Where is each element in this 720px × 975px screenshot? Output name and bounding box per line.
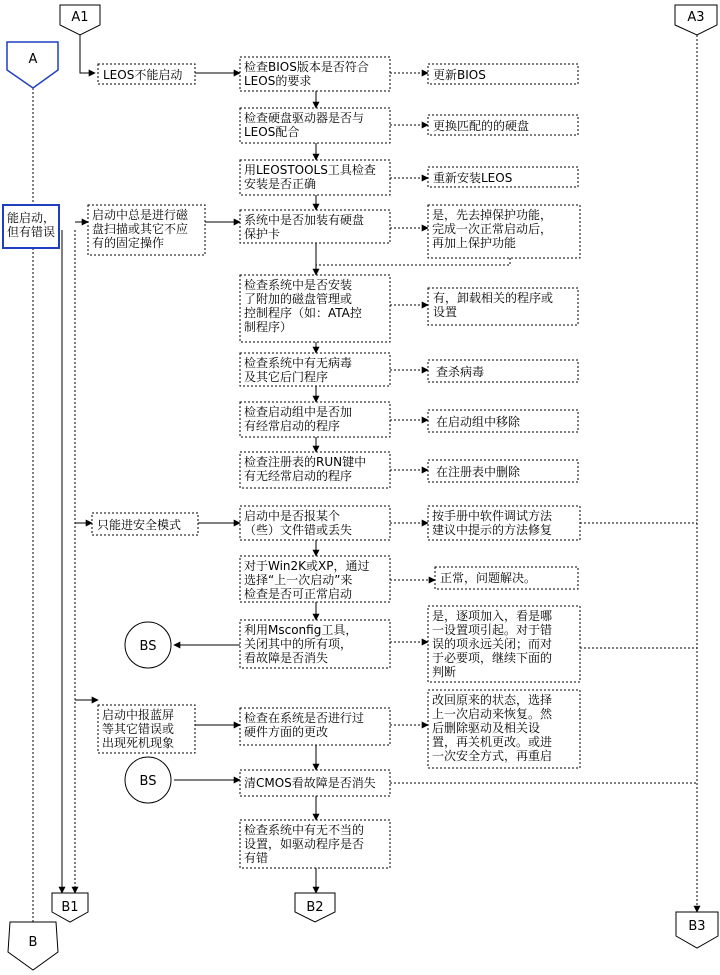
text-line: 能启动， bbox=[7, 211, 56, 225]
text-line: 控制程序（如：ATA控 bbox=[244, 306, 362, 320]
box-remove-from-registry bbox=[428, 460, 578, 482]
text-line: 检查BIOS版本是否符合 bbox=[244, 60, 369, 74]
box-safe-mode-only bbox=[92, 513, 198, 535]
connector-bs-upper bbox=[125, 622, 171, 668]
connector-b3-label: B3 bbox=[688, 919, 706, 934]
box-reinstall-leos-text bbox=[433, 170, 512, 185]
text-line: 更新BIOS bbox=[433, 68, 486, 82]
box-last-known-good-text bbox=[244, 558, 370, 601]
text-line: 对于Win2K或XP，通过 bbox=[244, 559, 370, 573]
text-line: 看故障是否消失 bbox=[244, 651, 329, 665]
text-line: LEOS不能启动 bbox=[103, 68, 183, 82]
box-disk-scan-on-start bbox=[88, 205, 205, 255]
box-check-hdd-driver bbox=[240, 108, 390, 143]
text-line: 了附加的磁盘管理或 bbox=[244, 292, 353, 306]
text-line: 判断 bbox=[432, 665, 457, 679]
text-line: 检查系统中有无不当的 bbox=[244, 823, 365, 837]
box-leos-cannot-start-text bbox=[103, 67, 182, 82]
box-blue-screen bbox=[98, 705, 195, 753]
text-line: 完成一次正常启动后， bbox=[432, 222, 553, 236]
text-line: 启动中报蓝屏 bbox=[102, 708, 175, 722]
connector-b2 bbox=[295, 893, 335, 922]
text-line: 是，先去掉保护功能， bbox=[432, 208, 553, 222]
text-line: 检查启动组中是否加 bbox=[244, 405, 353, 419]
connector-bs-lower-label: BS bbox=[139, 774, 157, 789]
box-problem-solved bbox=[435, 567, 578, 589]
box-clear-cmos-text bbox=[244, 775, 376, 790]
box-starts-with-errors-text bbox=[7, 210, 55, 239]
box-safe-mode-only-text bbox=[97, 517, 181, 532]
text-line: 检查系统中是否安装 bbox=[244, 278, 353, 292]
text-line: 于必要项，继续下面的 bbox=[432, 651, 553, 665]
text-line: 一设置项引起。对于错 bbox=[432, 623, 553, 637]
text-line: 建议中提示的方法修复 bbox=[432, 523, 553, 537]
box-disk-management bbox=[240, 275, 390, 342]
text-line: 出现死机现象 bbox=[102, 736, 175, 750]
box-kill-virus bbox=[428, 360, 578, 382]
text-line: 关闭其中的所有项， bbox=[244, 637, 353, 651]
connector-bs-upper-label: BS bbox=[139, 639, 157, 654]
box-update-bios-text bbox=[433, 68, 486, 82]
text-line: 硬件方面的更改 bbox=[244, 725, 329, 739]
box-kill-virus-text bbox=[436, 364, 484, 379]
text-line: 是，逐项加入，看是哪 bbox=[432, 609, 553, 623]
box-remove-from-startup-text bbox=[436, 414, 521, 429]
box-remove-from-registry-text bbox=[436, 464, 521, 479]
text-line: LEOS的要求 bbox=[244, 74, 312, 88]
text-line: 查杀病毒 bbox=[436, 365, 485, 379]
text-line: 设置 bbox=[433, 305, 458, 319]
text-line: 正常，问题解决。 bbox=[440, 571, 537, 585]
connector-a1 bbox=[60, 5, 100, 35]
box-leostools-check bbox=[240, 160, 390, 195]
text-line: 等其它错误或 bbox=[102, 722, 175, 736]
box-file-missing-text bbox=[244, 508, 352, 537]
text-line: 按手册中软件调试方法 bbox=[432, 509, 553, 523]
text-line: 上一次启动来恢复。然 bbox=[432, 707, 553, 721]
text-line: 在注册表中删除 bbox=[436, 465, 521, 479]
connector-a-label: A bbox=[28, 52, 38, 67]
box-msconfig bbox=[240, 620, 390, 668]
box-startup-group-text bbox=[244, 404, 352, 433]
box-replace-hdd-text bbox=[433, 118, 529, 133]
text-line: 制程序） bbox=[244, 320, 293, 334]
text-line: 系统中是否加装有硬盘 bbox=[244, 213, 365, 227]
text-line: 用LEOSTOOLS工具检查 bbox=[244, 163, 376, 177]
text-line: 有无经常启动的程序 bbox=[244, 469, 353, 483]
box-update-bios bbox=[428, 64, 578, 84]
text-line: 后删除驱动及相关设 bbox=[432, 721, 541, 735]
text-line: 检查是否可正常启动 bbox=[244, 587, 353, 601]
text-line: 置，再关机更改。或进 bbox=[432, 735, 553, 749]
text-line: 选择“上一次启动”来 bbox=[244, 573, 353, 587]
text-line: 但有错误 bbox=[7, 225, 56, 239]
box-remove-protection bbox=[428, 205, 580, 258]
box-remove-from-startup bbox=[428, 410, 578, 432]
box-manual-fix bbox=[428, 506, 580, 540]
box-improper-settings bbox=[240, 820, 390, 868]
text-line: 清CMOS看故障是否消失 bbox=[244, 776, 376, 790]
box-starts-with-errors bbox=[3, 205, 59, 248]
text-line: 有错 bbox=[244, 851, 269, 865]
box-restore-state-text bbox=[432, 692, 553, 763]
box-add-items-one-by-one bbox=[428, 606, 580, 682]
connector-a3 bbox=[675, 5, 717, 35]
box-registry-run-text bbox=[244, 454, 366, 483]
text-line: 更换匹配的的硬盘 bbox=[433, 119, 530, 133]
box-uninstall-programs bbox=[428, 288, 578, 325]
connector-b bbox=[8, 922, 58, 970]
box-startup-group bbox=[240, 402, 390, 437]
connector-bs-lower bbox=[125, 757, 171, 803]
text-line: 盘扫描或其它不应 bbox=[92, 222, 189, 236]
text-line: 安装是否正确 bbox=[244, 177, 317, 191]
box-blue-screen-text bbox=[102, 707, 174, 750]
text-line: LEOS配合 bbox=[244, 125, 300, 139]
box-replace-hdd bbox=[428, 115, 578, 135]
box-check-bios bbox=[240, 57, 390, 91]
text-line: 保护卡 bbox=[244, 227, 281, 241]
text-line: 改回原来的状态，选择 bbox=[432, 693, 553, 707]
box-leos-cannot-start bbox=[98, 64, 195, 84]
box-registry-run bbox=[240, 452, 390, 488]
text-line: 检查注册表的RUN键中 bbox=[244, 455, 367, 469]
text-line: 重新安装LEOS bbox=[433, 171, 513, 185]
box-manual-fix-text bbox=[432, 508, 553, 537]
text-line: 检查在系统是否进行过 bbox=[244, 711, 365, 725]
text-line: （些）文件错或丢失 bbox=[244, 523, 353, 537]
text-line: 及其它后门程序 bbox=[244, 370, 329, 384]
box-reinstall-leos bbox=[428, 167, 578, 187]
connector-b1-label: B1 bbox=[61, 900, 79, 915]
connector-a bbox=[7, 42, 58, 88]
connector-b1 bbox=[52, 893, 88, 922]
text-line: 在启动组中移除 bbox=[436, 415, 521, 429]
box-virus-check bbox=[240, 353, 390, 386]
text-line: 检查系统中有无病毒 bbox=[244, 356, 353, 370]
box-hardware-change bbox=[240, 708, 390, 745]
connector-b2-label: B2 bbox=[306, 900, 324, 915]
connector-a3-label: A3 bbox=[687, 10, 705, 25]
connector-a1-label: A1 bbox=[71, 10, 89, 25]
box-restore-state bbox=[428, 690, 580, 768]
box-last-known-good bbox=[240, 556, 390, 602]
box-clear-cmos bbox=[240, 770, 390, 796]
text-line: 有，卸载相关的程序或 bbox=[433, 291, 554, 305]
text-line: 一次安全方式，再重启 bbox=[432, 749, 553, 763]
text-line: 检查硬盘驱动器是否与 bbox=[244, 111, 365, 125]
box-protect-card bbox=[240, 210, 390, 243]
text-line: 启动中是否报某个 bbox=[244, 509, 341, 523]
text-line: 误的项永远关闭；而对 bbox=[432, 637, 553, 651]
text-line: 利用Msconfig工具， bbox=[244, 623, 358, 637]
text-line: 设置，如驱动程序是否 bbox=[244, 837, 365, 851]
connector-b-label: B bbox=[28, 935, 38, 950]
box-problem-solved-text bbox=[440, 570, 536, 585]
text-line: 再加上保护功能 bbox=[432, 236, 517, 250]
connector-b3 bbox=[676, 912, 718, 948]
text-line: 启动中总是进行磁 bbox=[92, 208, 189, 222]
text-line: 有的固定操作 bbox=[92, 236, 165, 250]
text-line: 只能进安全模式 bbox=[97, 518, 182, 532]
box-file-missing bbox=[240, 506, 390, 540]
text-line: 有经常启动的程序 bbox=[244, 419, 341, 433]
